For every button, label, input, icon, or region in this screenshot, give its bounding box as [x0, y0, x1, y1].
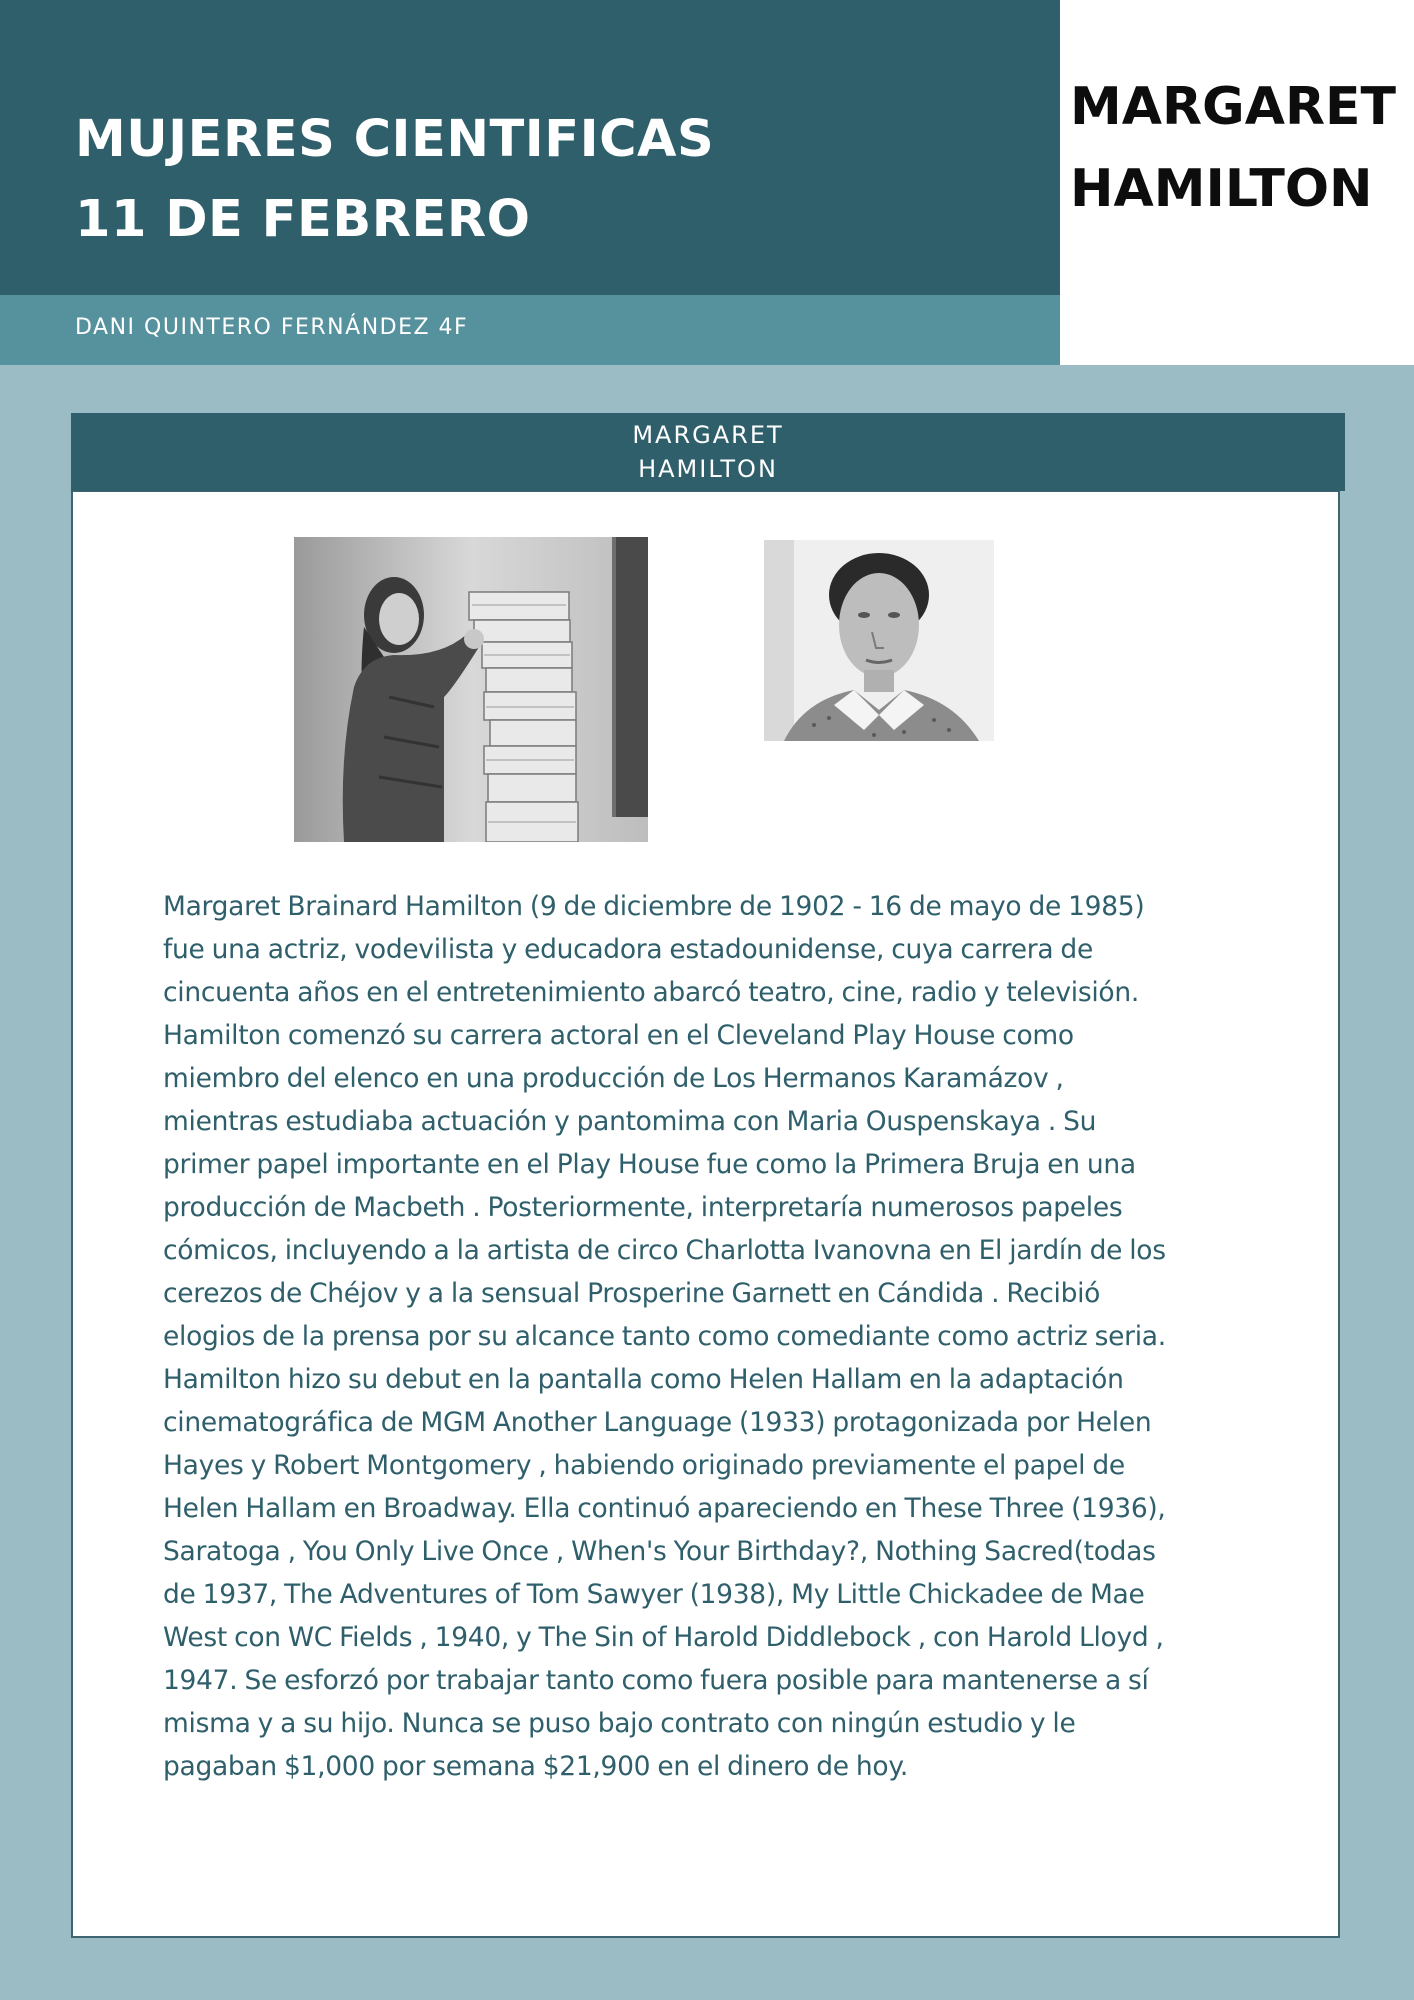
photo-with-code-stack-image — [294, 537, 648, 842]
portrait-photo-image — [764, 540, 994, 741]
side-title-line-2: HAMILTON — [1070, 159, 1373, 219]
author-name: DANI QUINTERO FERNÁNDEZ 4F — [75, 315, 469, 340]
page-title-line-2: 11 DE FEBRERO — [75, 190, 531, 249]
photo-with-code-stack — [294, 537, 648, 842]
side-title — [1070, 66, 1396, 230]
header-banner — [0, 0, 1060, 295]
card-header-line-1: MARGARET — [632, 421, 784, 449]
page-title-line-1: MUJERES CIENTIFICAS — [75, 110, 715, 169]
biography-text: Margaret Brainard Hamilton (9 de diciembre de 1902 - 16 de mayo de 1985) fue una actriz, vodevilista y educadora estadounidense, cuya carrera de cincuenta años en el entretenimiento abarcó teatro, cine, radio y televisión. Hamilton comenzó su carrera actoral en el Cleveland Play House como miembro del elenco en una producción de Los Hermanos Karamázov , mientras estudiaba actuación y pantomima con Maria Ouspenskaya . Su primer papel importante en el Play House fue como la Primera Bruja en una producción de Macbeth . Posteriormente, interpretaría numerosos papeles cómicos, incluyendo a la artista de circo Charlotta Ivanovna en El jardín de los cerezos de Chéjov y a la sensual Prosperine Garnett en Cándida . Recibió elogios de la prensa por su alcance tanto como comediante como actriz seria. Hamilton hizo su debut en la pantalla como Helen Hallam en la adaptación cinematográfica de MGM Another Language (1933) protagonizada por Helen Hayes y Robert Montgomery , habiendo originado previamente el papel de Helen Hallam en Broadway. Ella continuó apareciendo en These Three (1936), Saratoga , You Only Live Once , When's Your Birthday?, Nothing Sacred(todas de 1937, The Adventures of Tom Sawyer (1938), My Little Chickadee de Mae West con WC Fields , 1940, y The Sin of Harold Diddlebock , con Harold Lloyd , 1947. Se esforzó por trabajar tanto como fuera posible para mantenerse a sí misma y a su hijo. Nunca se puso bajo contrato con ningún estudio y le pagaban $1,000 por semana $21,900 en el dinero de hoy. — [163, 891, 1166, 1782]
side-title-line-1: MARGARET — [1070, 77, 1396, 137]
card-header-line-2: HAMILTON — [638, 455, 778, 483]
page-title — [75, 100, 714, 260]
portrait-photo — [764, 540, 994, 741]
card-header-title — [71, 413, 1345, 486]
card-header — [71, 413, 1345, 491]
